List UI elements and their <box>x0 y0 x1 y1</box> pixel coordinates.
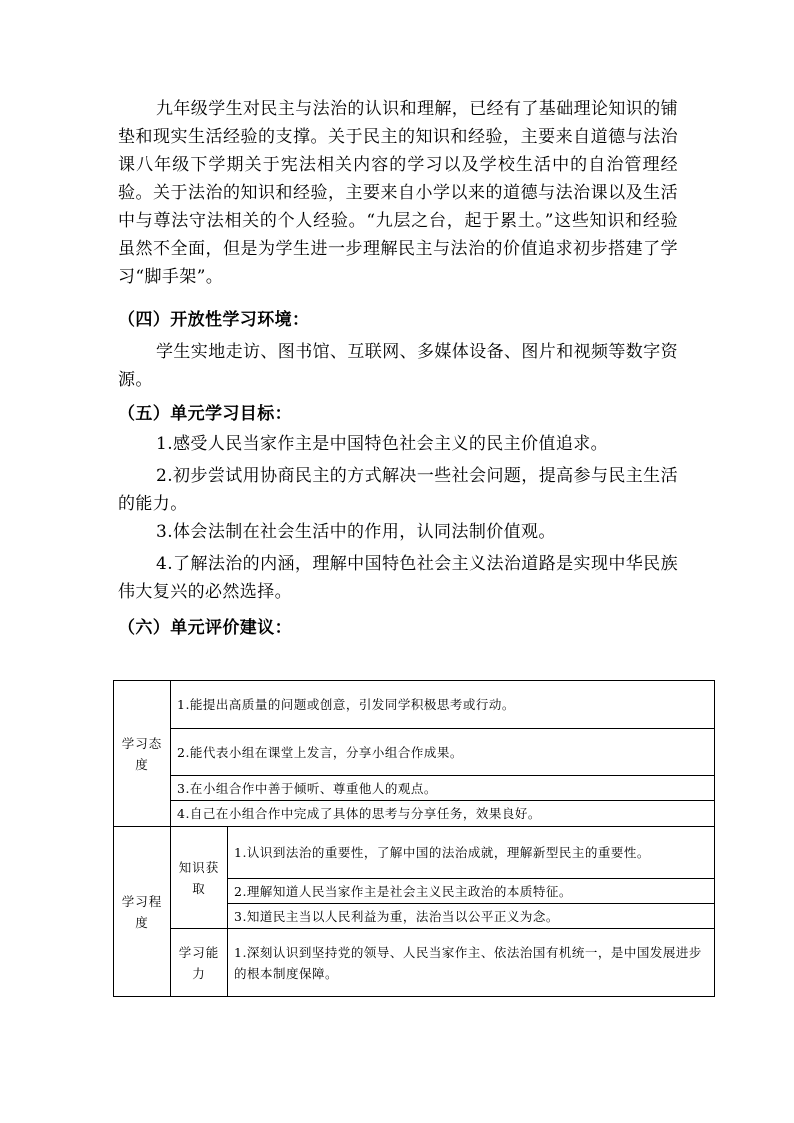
ability-item-1: 1.深刻认识到坚持党的领导、人民当家作主、依法治国有机统一，是中国发展进步的根本制度保障。 <box>228 929 715 997</box>
table-row <box>114 729 715 776</box>
learning-goal-1: 1.感受人民当家作主是中国特色社会主义的民主价值追求。 <box>156 434 609 454</box>
table-row <box>114 827 715 879</box>
knowledge-item-3: 3.知道民主当以人民利益为重，法治当以公平正义为念。 <box>228 904 715 929</box>
evaluation-table <box>113 680 715 997</box>
table-row <box>114 929 715 997</box>
attitude-item-2: 2.能代表小组在课堂上发言，分享小组合作成果。 <box>171 729 715 776</box>
knowledge-item-1: 1.认识到法治的重要性，了解中国的法治成就，理解新型民主的重要性。 <box>228 827 715 879</box>
attitude-item-3: 3.在小组合作中善于倾听、尊重他人的观点。 <box>171 776 715 801</box>
section-heading-learning-goals: （五）单元学习目标： <box>118 404 292 424</box>
section-heading-evaluation: （六）单元评价建议： <box>118 618 292 638</box>
degree-category-cell: 学习程度 <box>114 827 171 997</box>
ability-subcategory-cell: 学习能力 <box>171 929 228 997</box>
attitude-item-4: 4.自己在小组合作中完成了具体的思考与分享任务，效果良好。 <box>171 801 715 827</box>
learning-goal-2: 2.初步尝试用协商民主的方式解决一些社会问题，提高参与民主生活的能力。 <box>118 466 678 514</box>
table-row <box>114 681 715 729</box>
open-environment-text: 学生实地走访、图书馆、互联网、多媒体设备、图片和视频等数字资源。 <box>118 342 678 390</box>
attitude-category-cell: 学习态度 <box>114 681 171 827</box>
table-row <box>114 776 715 801</box>
learning-goal-3: 3.体会法制在社会生活中的作用，认同法制价值观。 <box>156 522 556 542</box>
learning-goal-4: 4.了解法治的内涵，理解中国特色社会主义法治道路是实现中华民族伟大复兴的必然选择。 <box>118 554 678 602</box>
knowledge-item-2: 2.理解知道人民当家作主是社会主义民主政治的本质特征。 <box>228 879 715 904</box>
table-row <box>114 801 715 827</box>
intro-paragraph: 九年级学生对民主与法治的认识和理解，已经有了基础理论知识的铺垫和现实生活经验的支撑。关于民主的知识和经验，主要来自道德与法治课八年级下学期关于宪法相关内容的学习以及学校生活中的自治管理经验。关于法治的知识和经验，主要来自小学以来的道德与法治课以及生活中与尊法守法相关的个人经验。“九层之台，起于累土。”这些知识和经验虽然不全面，但是为学生进一步理解民主与法治的价值追求初步搭建了学习“脚手架”。 <box>118 99 678 287</box>
knowledge-subcategory-cell: 知识获取 <box>171 827 228 929</box>
attitude-item-1: 1.能提出高质量的问题或创意，引发同学积极思考或行动。 <box>171 681 715 729</box>
section-heading-open-environment: （四）开放性学习环境： <box>118 310 310 330</box>
